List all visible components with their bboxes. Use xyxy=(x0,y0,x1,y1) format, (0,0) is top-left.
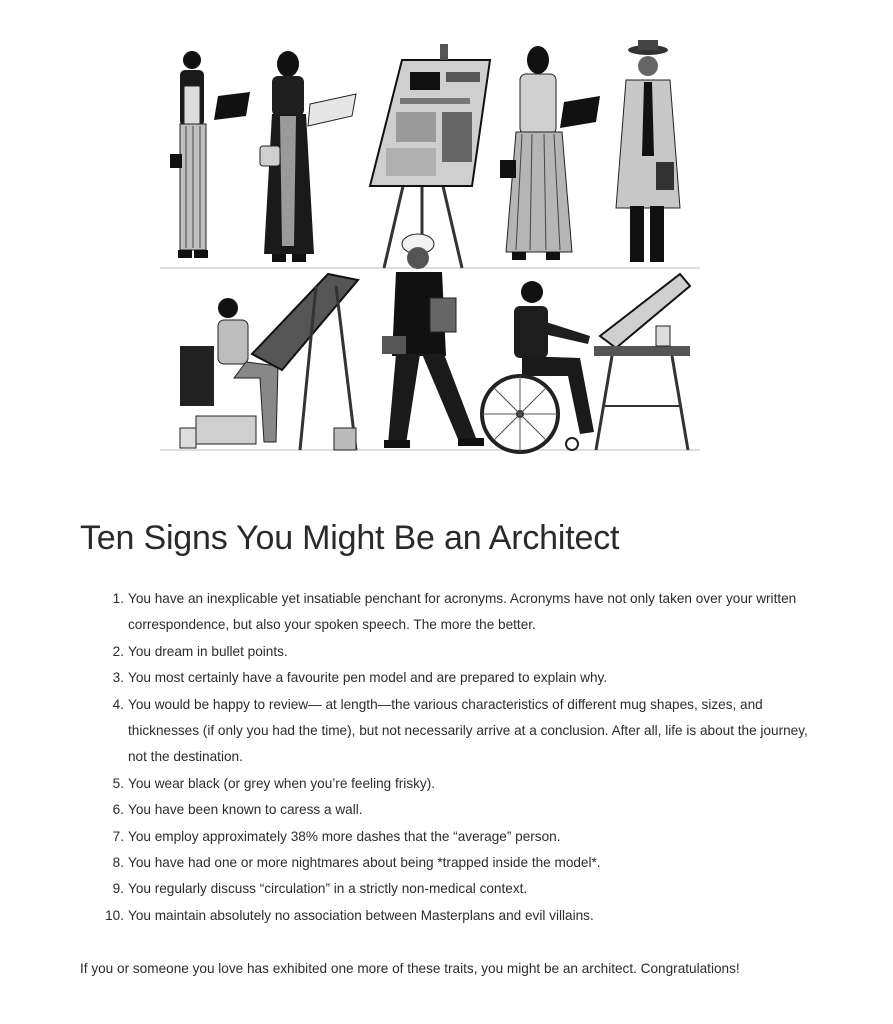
list-item-text: You regularly discuss “circulation” in a strictly non-medical context. xyxy=(128,881,528,897)
list-item-number: 9. xyxy=(112,881,124,897)
list-item xyxy=(112,824,808,850)
list-item-text: You employ approximately 38% more dashes that the “average” person. xyxy=(128,828,561,844)
list-item-text: You have had one or more nightmares about being *trapped inside the model*. xyxy=(128,855,601,871)
person-coat-icon xyxy=(616,40,680,262)
person-laptop-icon xyxy=(500,46,600,260)
list-item xyxy=(112,665,808,691)
list-item-number: 2. xyxy=(112,643,124,659)
signs-list xyxy=(105,586,808,929)
person-drafting-icon xyxy=(180,274,358,450)
list-item-text: You wear black (or grey when you’re feeling frisky). xyxy=(128,775,436,791)
person-laptop-icon xyxy=(170,51,250,258)
list-item xyxy=(112,639,808,665)
list-item-text: You maintain absolutely no association between Masterplans and evil villains. xyxy=(128,907,594,923)
person-wheelchair-icon xyxy=(482,274,690,452)
list-item-number: 7. xyxy=(112,828,124,844)
list-item-number: 8. xyxy=(112,855,124,871)
list-item-text: You have been known to caress a wall. xyxy=(128,802,363,818)
list-item-number: 6. xyxy=(112,802,124,818)
list-item-text: You dream in bullet points. xyxy=(128,643,288,659)
person-hardhat-icon xyxy=(382,234,484,448)
list-item xyxy=(112,850,808,876)
closing-paragraph: If you or someone you love has exhibited one more of these traits, you might be an architect. Congratulations! xyxy=(80,961,740,976)
list-item xyxy=(112,692,808,771)
easel-icon xyxy=(370,44,490,268)
list-item-number: 1. xyxy=(112,591,124,606)
list-item-number: 10. xyxy=(105,907,124,923)
list-item-number: 3. xyxy=(112,670,124,686)
list-item xyxy=(105,903,808,929)
list-item xyxy=(112,797,808,823)
list-item xyxy=(112,876,808,902)
person-clipboard-icon xyxy=(260,51,356,262)
list-item-number: 5. xyxy=(112,775,124,791)
article-title: Ten Signs You Might Be an Architect xyxy=(80,519,620,557)
list-item-text: You would be happy to review— at length—the various characteristics of different mug shapes, sizes, and thicknesses (if only you had the time), but not necessarily arrive at a conclusion. After all, life is about the journey, not the destination. xyxy=(128,696,808,765)
list-item-number: 4. xyxy=(112,696,124,712)
list-item-text: You most certainly have a favourite pen model and are prepared to explain why. xyxy=(128,670,608,686)
list-item xyxy=(112,586,808,639)
list-item xyxy=(112,771,808,797)
architects-illustration xyxy=(160,36,700,466)
list-item-text: You have an inexplicable yet insatiable penchant for acronyms. Acronyms have not only taken over your written correspondence, but also your spoken speech. The more the better. xyxy=(128,591,797,633)
